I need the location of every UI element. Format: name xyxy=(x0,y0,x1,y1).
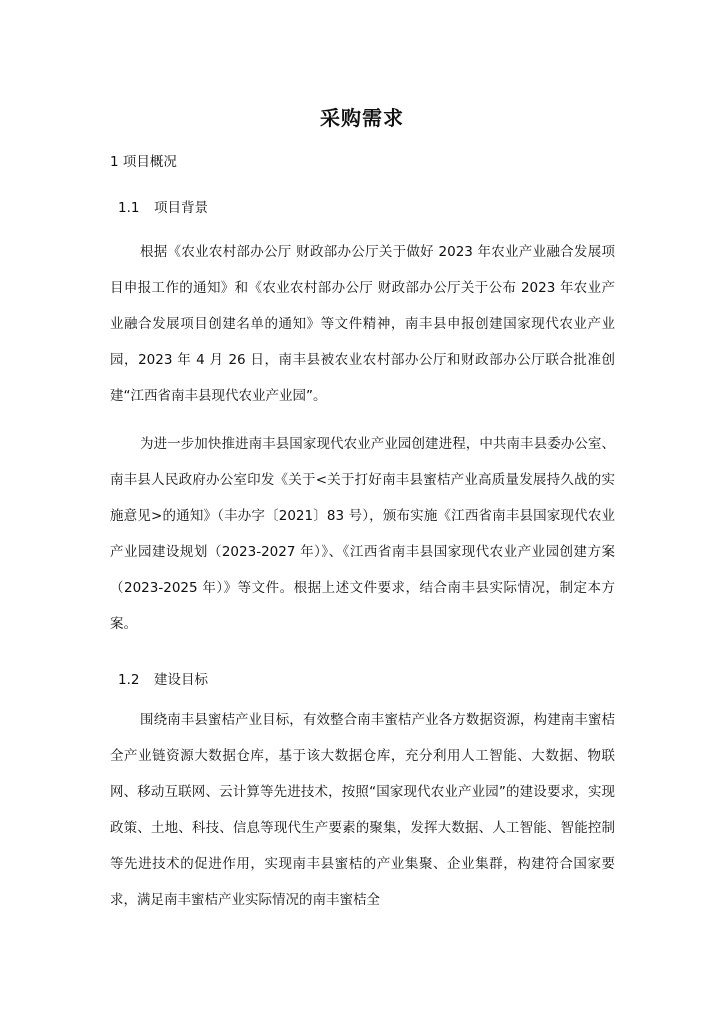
paragraph-background-1: 根据《农业农村部办公厅 财政部办公厅关于做好 2023 年农业产业融合发展项目申报工作的通知》和《农业农村部办公厅 财政部办公厅关于公布 2023 年农业产业融合发展项目创建名单的通知》等文件精神，南丰县申报创建国家现代农业产业园，2023 年 4 月 26 日，南丰县被农业农村部办公厅和财政部办公厅联合批准创建“江西省南丰县现代农业产业园”。 xyxy=(110,244,615,404)
subsection-heading-1-2 xyxy=(118,668,208,688)
subsection-title: 项目背景 xyxy=(154,200,208,216)
subsection-number: 1.2 xyxy=(118,672,140,688)
paragraph-background-2: 为进一步加快推进南丰县国家现代农业产业园创建进程，中共南丰县委办公室、南丰县人民政府办公室印发《关于<关于打好南丰县蜜桔产业高质量发展持久战的实施意见>的通知》（丰办字〔2021〕83 号），颁布实施《江西省南丰县国家现代农业产业园建设规划（2023-2027 年）》、《江西省南丰县国家现代农业产业园创建方案（2023-2025 年）》等文件。根据上述文件要求，结合南丰县实际情况，制定本方案。 xyxy=(110,436,615,632)
page-title: 采购需求 xyxy=(320,106,404,130)
subsection-title: 建设目标 xyxy=(154,672,208,688)
paragraph-goal-1: 围绕南丰县蜜桔产业目标，有效整合南丰蜜桔产业各方数据资源，构建南丰蜜桔全产业链资源大数据仓库，基于该大数据仓库，充分利用人工智能、大数据、物联网、移动互联网、云计算等先进技术，按照“国家现代农业产业园”的建设要求，实现政策、土地、科技、信息等现代生产要素的聚集，发挥大数据、人工智能、智能控制等先进技术的促进作用，实现南丰县蜜桔的产业集聚、企业集群，构建符合国家要求，满足南丰蜜桔产业实际情况的南丰蜜桔全 xyxy=(110,712,615,908)
subsection-number: 1.1 xyxy=(118,200,140,216)
section-heading-1: 1 项目概况 xyxy=(110,154,177,170)
subsection-heading-1-1 xyxy=(118,196,208,216)
